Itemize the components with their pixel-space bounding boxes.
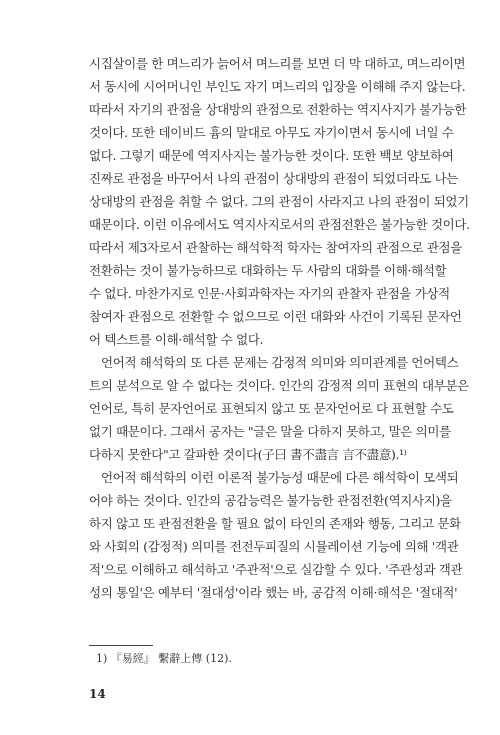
- text-line: 와 사회의 (감정적) 의미를 전전두피질의 시뮬레이션 기능에 의해 '객관: [89, 539, 459, 554]
- paragraph-first-line: 언어적 해석학의 또 다른 문제는 감정적 의미와 의미관계를 언어텍스: [101, 355, 459, 370]
- text-line: 성의 통일'은 예부터 '절대성'이라 했는 바, 공감적 이해·해석은 '절대적': [89, 585, 458, 600]
- text-line: 진짜로 관점을 바꾸어서 나의 관점이 상대방의 관점이 되었더라도 나는: [89, 171, 459, 186]
- text-line: 참여자 관점으로 전환할 수 없으므로 이런 대화와 사건이 기록된 문자언: [89, 309, 462, 324]
- text-line: 수 없다. 마찬가지로 인문·사회과학자는 자기의 관찰자 관점을 가상적: [89, 286, 450, 301]
- text-line: 시집살이를 한 며느리가 늙어서 며느리를 보면 더 막 대하고, 며느리이면: [89, 56, 466, 71]
- text-line: 때문이다. 이런 이유에서도 역지사지로서의 관점전환은 불가능한 것이다.: [89, 217, 470, 232]
- text-line: 전환하는 것이 불가능하므로 대화하는 두 사람의 대화를 이해·해석할: [89, 263, 447, 278]
- text-line: 언어로, 특히 문자언어로 표현되지 않고 또 문자언어로 다 표현할 수도: [89, 401, 454, 416]
- page-number: 14: [89, 687, 106, 701]
- text-line: 없기 때문이다. 그래서 공자는 "글은 말을 다하지 못하고, 말은 의미를: [89, 424, 451, 439]
- text-line: 적'으로 이해하고 해석하고 '주관적'으로 실감할 수 있다. '주관성과 객관: [89, 562, 463, 577]
- text-line: 트의 분석으로 알 수 없다는 것이다. 인간의 감정적 의미 표현의 대부분은: [89, 378, 469, 393]
- text-line: 없다. 그렇기 때문에 역지사지는 불가능한 것이다. 또한 백보 양보하여: [89, 148, 454, 163]
- text-line: 따라서 자기의 관점을 상대방의 관점으로 전환하는 역지사지가 불가능한: [89, 102, 467, 117]
- footnote: 1) 『易經』 繫辭上傳 (12).: [96, 652, 232, 665]
- text-line: 하지 않고 또 관점전환을 할 필요 없이 타인의 존재와 행동, 그리고 문화: [89, 516, 461, 531]
- footnote-divider: [89, 645, 153, 646]
- text-line: 상대방의 관점을 취할 수 없다. 그의 관점이 사라지고 나의 관점이 되었기: [89, 194, 469, 209]
- text-line: 다하지 못한다"고 갈파한 것이다(子曰 書不盡言 言不盡意).¹⁾: [89, 447, 407, 462]
- text-line: 어 텍스트를 이해·해석할 수 없다.: [89, 332, 264, 347]
- text-line: 서 동시에 시어머니인 부인도 자기 며느리의 입장을 이해해 주지 않는다.: [89, 79, 466, 94]
- text-line: 따라서 제3자로서 관찰하는 해석학적 학자는 참여자의 관점으로 관점을: [89, 240, 462, 255]
- text-line: 것이다. 또한 데이비드 흄의 말대로 아무도 자기이면서 동시에 너일 수: [89, 125, 454, 140]
- text-line: 어야 하는 것이다. 인간의 공감능력은 불가능한 관점전환(역지사지)을: [89, 493, 452, 508]
- paragraph-first-line: 언어적 해석학의 이런 이론적 불가능성 때문에 다른 해석학이 모색되: [101, 470, 459, 485]
